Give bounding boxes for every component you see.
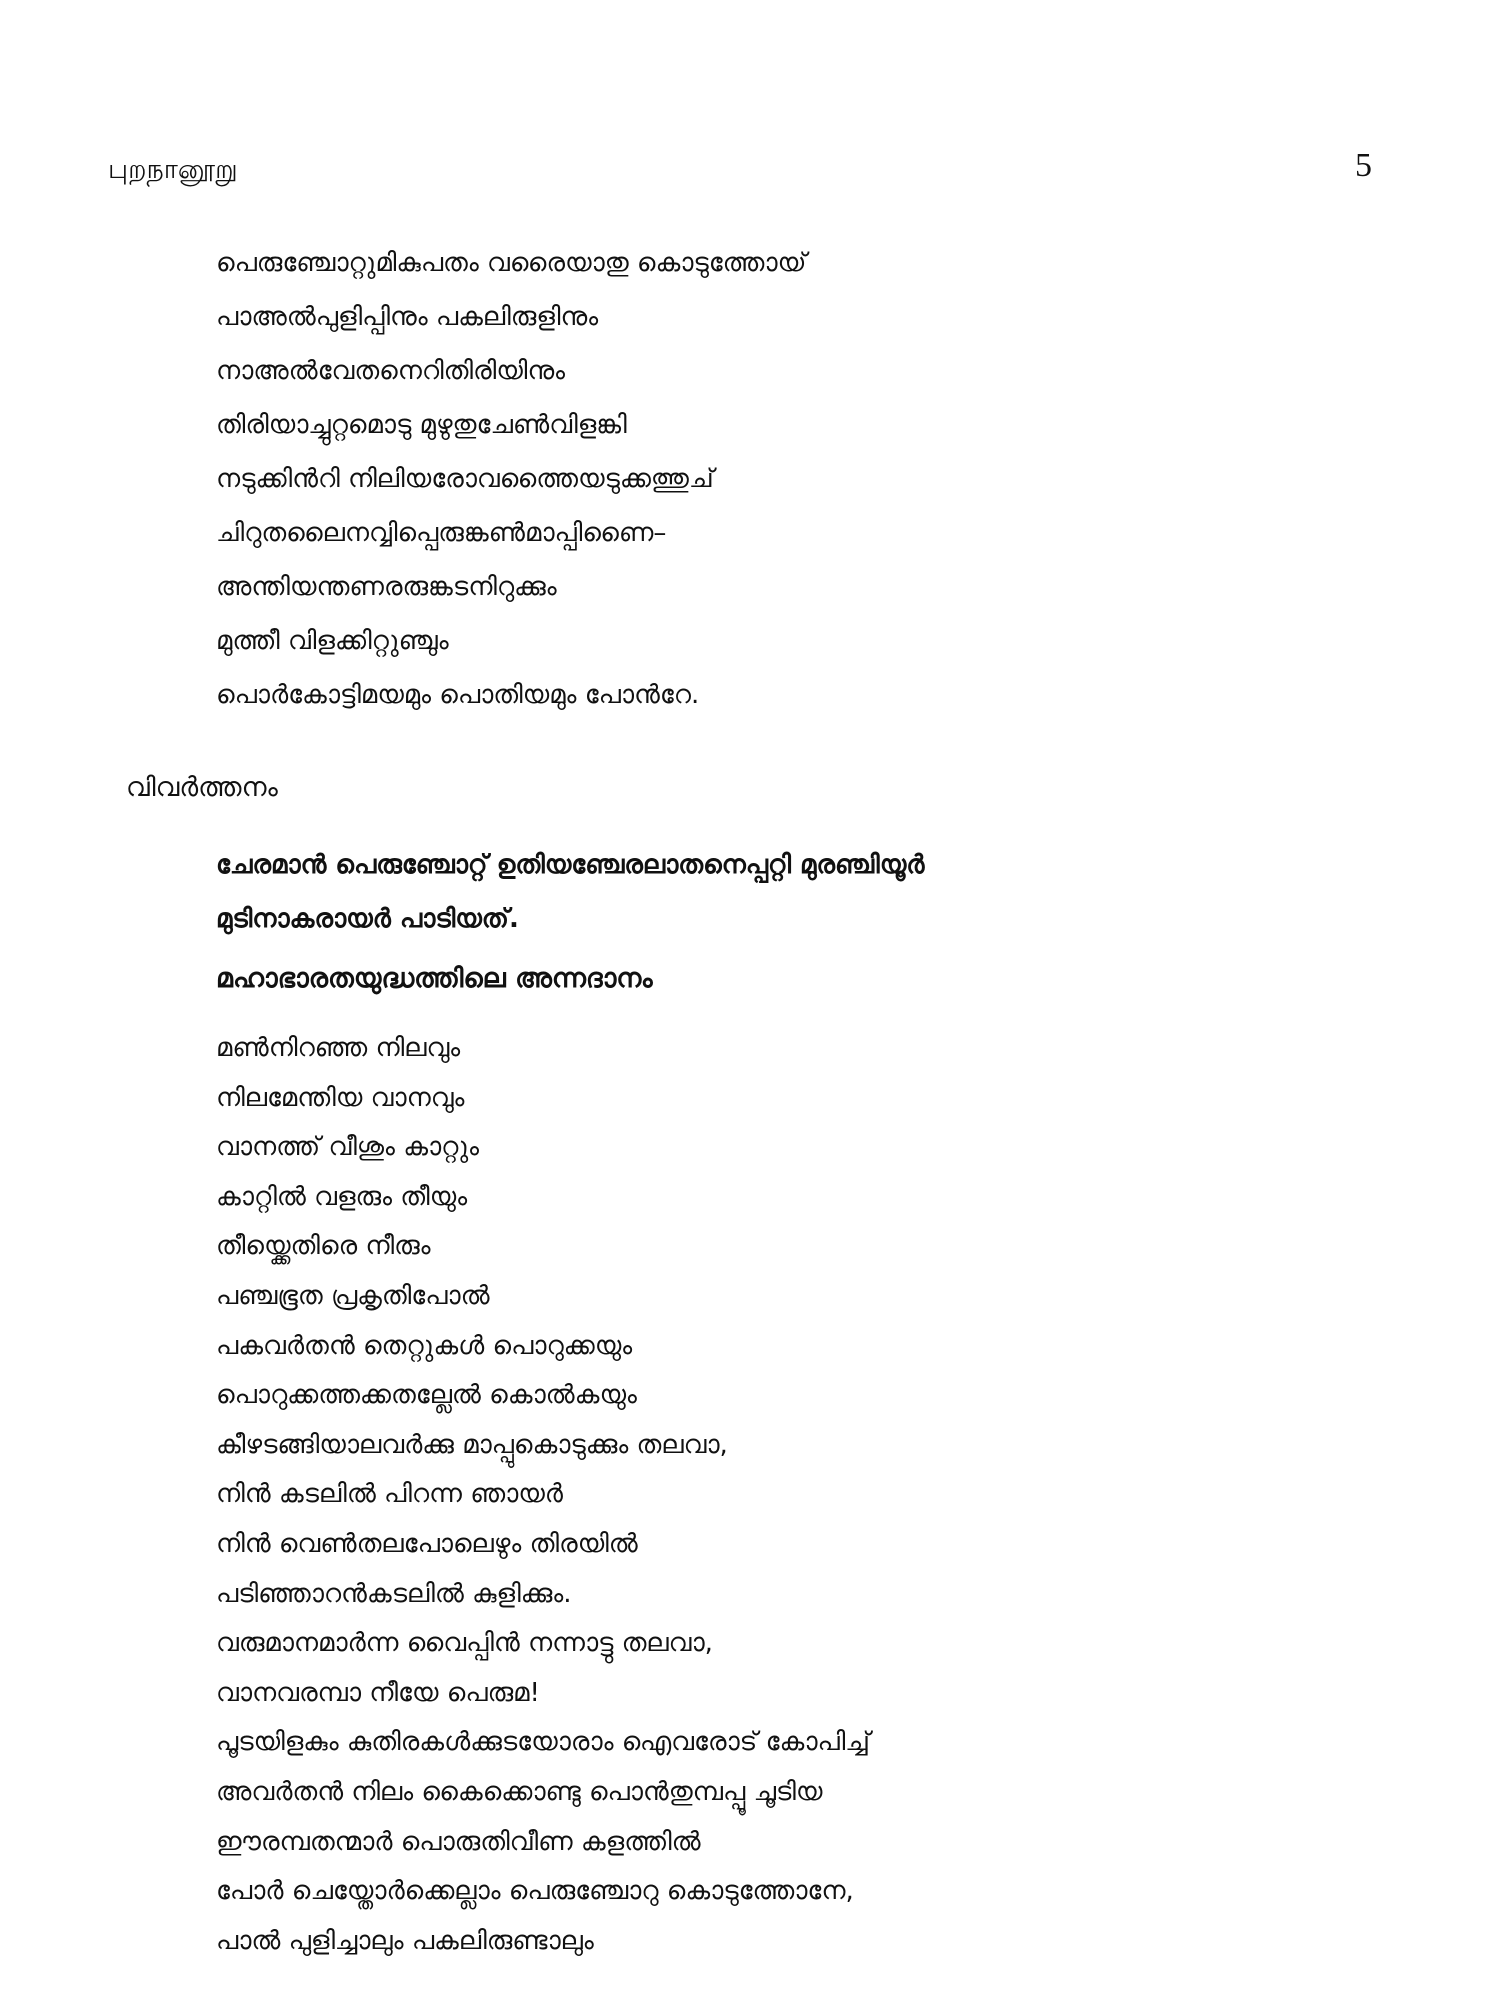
verse-line: പകവർതൻ തെറ്റുകൾ പൊറുക്കയും xyxy=(216,1330,633,1361)
verse-line: പടിഞ്ഞാറൻകടലിൽ കുളിക്കും. xyxy=(216,1578,572,1609)
original-verse-block xyxy=(216,236,1316,722)
verse-line: നടുക്കിൻറി നിലിയരോവത്തൈയടുക്കത്തുച് xyxy=(216,464,714,494)
verse-line: നിൻ വെൺതലപോലെഴും തിരയിൽ xyxy=(216,1528,638,1559)
verse-line: ഈരമ്പതന്മാർ പൊരുതിവീണ കളത്തിൽ xyxy=(216,1826,701,1857)
verse-line: പൊർകോട്ടിമയമും പൊതിയമും പോൻറേ. xyxy=(216,680,700,710)
verse-line: തിരിയാച്ചുറ്റമൊടു മുഴുതുചേൺവിളങ്കി xyxy=(216,410,627,440)
verse-line: അന്തിയന്തണരരുങ്കടനിറുക്കും xyxy=(216,572,557,602)
verse-line: പൂടയിളകും കുതിരകൾക്കുടയോരാം ഐവരോട് കോപിച്ച് xyxy=(216,1727,870,1758)
section-note xyxy=(216,838,1316,946)
verse-line: നാഅൽവേതനെറിതിരിയിനും xyxy=(216,356,566,386)
translation-verse-block xyxy=(216,1024,1316,1966)
verse-line: പെരുഞ്ചോറ്റുമികുപതം വരൈയാതു കൊടുത്തോയ് xyxy=(216,248,807,278)
poem-title: മഹാഭാരതയുദ്ധത്തിലെ അന്നദാനം xyxy=(216,963,653,994)
verse-line: തീയ്ക്കെതിരെ നീരും xyxy=(216,1231,431,1262)
section-heading: വിവർത്തനം xyxy=(126,772,278,803)
verse-line: പാൽ പുളിച്ചാലും പകലിരുണ്ടാലും xyxy=(216,1925,594,1956)
running-header-title: புறநானூறு xyxy=(108,154,238,185)
section-note-line: മുടിനാകരായർ പാടിയത്. xyxy=(216,904,519,934)
verse-line: അവർതൻ നിലം കൈക്കൊണ്ടു പൊൻതുമ്പപ്പൂ ചൂടിയ xyxy=(216,1776,823,1807)
verse-line: പൊറുക്കത്തക്കതല്ലേൽ കൊൽകയും xyxy=(216,1380,637,1411)
verse-line: കാറ്റിൽ വളരും തീയും xyxy=(216,1181,468,1212)
verse-line: വരുമാനമാർന്ന വൈപ്പിൻ നന്നാട്ടു തലവാ, xyxy=(216,1628,713,1659)
verse-line: വാനത്ത് വീശും കാറ്റും xyxy=(216,1132,480,1163)
verse-line: ചിറുതലൈനവ്വിപ്പെരുങ്കൺമാപ്പിണൈ– xyxy=(216,518,667,548)
verse-line: പാഅൽപുളിപ്പിനും പകലിരുളിനും xyxy=(216,302,599,332)
verse-line: പഞ്ചഭൂത പ്രകൃതിപോൽ xyxy=(216,1280,490,1311)
verse-line: നിലമേന്തിയ വാനവും xyxy=(216,1082,465,1113)
verse-line: മുത്തീ വിളക്കിറ്റുഞ്ചും xyxy=(216,626,449,656)
section-note-line: ചേരമാൻ പെരുഞ്ചോറ്റ് ഉതിയഞ്ചേരലാതനെപ്പറ്റി മുരഞ്ചിയൂർ xyxy=(216,850,925,880)
verse-line: നിൻ കടലിൽ പിറന്ന ഞായർ xyxy=(216,1479,564,1510)
verse-line: വാനവരമ്പാ നീയേ പെരുമ! xyxy=(216,1677,540,1708)
page-number: 5 xyxy=(1355,147,1372,184)
verse-line: കീഴടങ്ങിയാലവർക്കു മാപ്പുകൊടുക്കും തലവാ, xyxy=(216,1429,728,1460)
verse-line: പോർ ചെയ്തോർക്കെല്ലാം പെരുഞ്ചോറു കൊടുത്തോനേ, xyxy=(216,1876,854,1907)
verse-line: മൺനിറഞ്ഞ നിലവും xyxy=(216,1033,461,1063)
